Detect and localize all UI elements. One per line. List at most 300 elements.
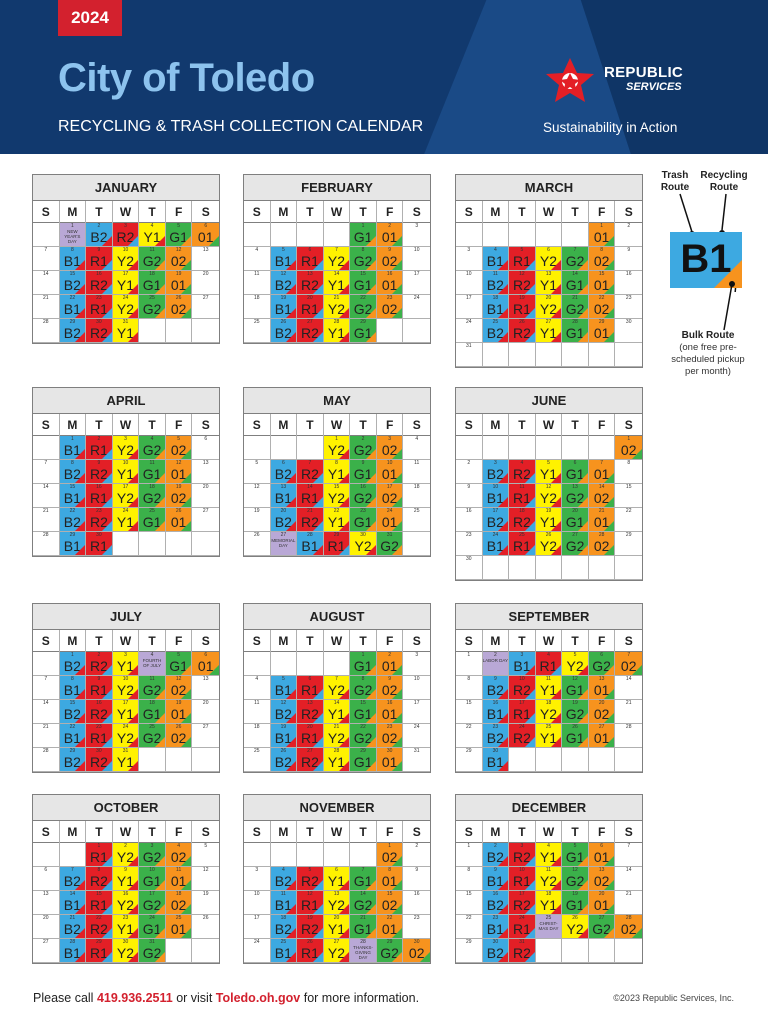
day-cell: [33, 295, 60, 319]
day-cell: [562, 867, 589, 891]
route-label: Y1: [116, 466, 135, 482]
day-cell: [324, 460, 351, 484]
day-cell: [324, 295, 351, 319]
route-corner-triangle-icon: [75, 880, 85, 890]
route-label: Y1: [116, 873, 135, 889]
route-corner-triangle-icon: [313, 928, 323, 938]
weekday-header-row: [456, 630, 642, 652]
day-cell: [166, 271, 193, 295]
day-cell: [403, 271, 430, 295]
route-corner-triangle-icon: [181, 449, 191, 459]
route-label: B1: [486, 873, 504, 889]
footer-mid: or visit: [172, 991, 216, 1005]
day-cell: [562, 724, 589, 748]
day-cell: [536, 556, 563, 580]
day-number: 13: [307, 271, 313, 277]
route-corner-triangle-icon: [392, 856, 402, 866]
route-label: 01: [197, 229, 214, 245]
day-cell: [33, 676, 60, 700]
day-cell: [615, 700, 642, 724]
route-label: G2: [565, 301, 585, 317]
day-number: 17: [149, 891, 155, 897]
day-cell: [271, 319, 298, 343]
day-number: 15: [69, 484, 76, 490]
day-number: 23: [122, 915, 129, 921]
weekday-header: M: [60, 630, 87, 652]
route-corner-triangle-icon: [75, 904, 85, 914]
day-number: 8: [600, 247, 604, 253]
route-label: Y2: [327, 490, 346, 506]
day-cell: [244, 676, 271, 700]
day-cell: [166, 724, 193, 748]
weekday-header: W: [113, 630, 140, 652]
weekday-header: T: [139, 630, 166, 652]
route-corner-triangle-icon: [632, 928, 642, 938]
day-cell: [297, 319, 324, 343]
route-corner-triangle-icon: [366, 332, 376, 342]
day-number: 11: [545, 867, 552, 873]
day-number: 11: [414, 460, 420, 466]
weekday-header: T: [86, 201, 113, 223]
route-corner-triangle-icon: [366, 904, 376, 914]
day-number: 16: [360, 484, 366, 490]
route-corner-triangle-icon: [75, 761, 85, 771]
route-label: R1: [89, 945, 108, 961]
route-label: G1: [353, 325, 373, 341]
route-corner-triangle-icon: [551, 332, 561, 342]
day-cell: [33, 939, 60, 963]
day-cell: [589, 556, 616, 580]
day-cell: [86, 532, 113, 556]
legend-bulk-description: (one free pre-scheduled pickup per month): [671, 342, 745, 377]
day-cell: [86, 724, 113, 748]
day-cell: [33, 247, 60, 271]
day-number: 28: [69, 939, 76, 945]
day-cell: [562, 556, 589, 580]
day-cell: [509, 843, 536, 867]
day-cell: [483, 223, 510, 247]
day-cell: [483, 247, 510, 271]
day-cell: [60, 891, 87, 915]
route-label: 02: [381, 682, 398, 698]
day-cell: [271, 724, 298, 748]
day-number: 14: [307, 484, 313, 490]
route-label: G1: [565, 466, 585, 482]
weekday-header: M: [60, 821, 87, 843]
day-number: 24: [413, 295, 420, 301]
day-cell: [33, 867, 60, 891]
route-corner-triangle-icon: [313, 713, 323, 723]
day-cell: [456, 295, 483, 319]
day-number: 28: [333, 748, 340, 754]
route-label: R2: [89, 873, 108, 889]
weekday-header: M: [60, 414, 87, 436]
day-cell: [324, 867, 351, 891]
day-number: 11: [176, 867, 182, 873]
day-cell: [403, 867, 430, 891]
weekday-header: S: [201, 205, 210, 219]
day-number: 18: [545, 891, 552, 897]
route-corner-triangle-icon: [128, 928, 138, 938]
route-corner-triangle-icon: [128, 332, 138, 342]
route-label: 01: [170, 514, 187, 530]
day-cell: [350, 700, 377, 724]
day-cell: [377, 867, 404, 891]
day-cell: [350, 676, 377, 700]
day-number: 8: [361, 676, 365, 682]
day-number: 18: [254, 724, 260, 730]
day-number: 28: [625, 915, 632, 921]
day-cell: [166, 247, 193, 271]
route-corner-triangle-icon: [551, 689, 561, 699]
route-label: 01: [381, 658, 398, 674]
day-cell: [297, 843, 324, 867]
day-cell: [86, 223, 113, 247]
weekday-header-row: [244, 201, 430, 223]
weekday-header: T: [297, 201, 324, 223]
day-cell: [456, 724, 483, 748]
route-corner-triangle-icon: [75, 449, 85, 459]
route-corner-triangle-icon: [392, 449, 402, 459]
day-cell: [536, 724, 563, 748]
day-cell: [456, 700, 483, 724]
day-number: 28: [360, 939, 366, 945]
day-cell: [350, 223, 377, 247]
day-cell: [589, 343, 616, 367]
route-corner-triangle-icon: [128, 236, 138, 246]
route-corner-triangle-icon: [498, 880, 508, 890]
route-label: 02: [170, 301, 187, 317]
route-corner-triangle-icon: [102, 737, 112, 747]
day-cell: [86, 271, 113, 295]
day-number: 24: [122, 724, 129, 730]
day-number: 7: [600, 460, 604, 466]
weekday-header-row: [33, 414, 219, 436]
route-corner-triangle-icon: [128, 880, 138, 890]
weekday-header: S: [33, 414, 60, 436]
day-cell: [509, 295, 536, 319]
route-label: B2: [274, 754, 292, 770]
route-label: B2: [274, 277, 292, 293]
route-corner-triangle-icon: [313, 952, 323, 962]
page-title: City of Toledo: [58, 56, 315, 100]
day-number: 17: [466, 295, 472, 301]
weekday-header: S: [244, 201, 271, 223]
day-number: 6: [308, 247, 312, 253]
day-cell: [139, 508, 166, 532]
day-number: 23: [386, 295, 393, 301]
route-label: R2: [89, 514, 108, 530]
day-cell: [536, 532, 563, 556]
route-label: 01: [381, 873, 398, 889]
route-label: B1: [513, 658, 531, 674]
day-cell: [483, 700, 510, 724]
day-number: 6: [573, 460, 577, 466]
month-january: [32, 174, 220, 344]
route-label: G1: [353, 229, 373, 245]
route-corner-triangle-icon: [313, 904, 323, 914]
weekday-header: S: [624, 634, 633, 648]
year-badge: 2024: [58, 0, 122, 36]
day-cell: [615, 508, 642, 532]
route-corner-triangle-icon: [128, 308, 138, 318]
day-number: 26: [175, 724, 182, 730]
day-number: 12: [254, 484, 260, 490]
day-number: 18: [149, 484, 155, 490]
day-number: 11: [149, 247, 155, 253]
route-corner-triangle-icon: [339, 497, 349, 507]
route-corner-triangle-icon: [155, 880, 165, 890]
day-number: 22: [598, 295, 605, 301]
route-corner-triangle-icon: [339, 545, 349, 555]
holiday-label: LABOR DAY: [482, 658, 509, 663]
route-label: R1: [300, 730, 319, 746]
route-corner-triangle-icon: [551, 713, 561, 723]
route-corner-triangle-icon: [102, 880, 112, 890]
route-label: B2: [63, 325, 81, 341]
route-label: 02: [170, 253, 187, 269]
day-cell: [60, 867, 87, 891]
route-corner-triangle-icon: [366, 713, 376, 723]
route-label: Y1: [327, 706, 346, 722]
route-label: 01: [593, 897, 610, 913]
route-corner-triangle-icon: [551, 737, 561, 747]
day-number: 13: [307, 700, 313, 706]
day-cell: [536, 508, 563, 532]
day-cell: [139, 460, 166, 484]
route-label: Y2: [116, 253, 135, 269]
day-number: 18: [519, 508, 525, 514]
route-corner-triangle-icon: [339, 449, 349, 459]
day-cell: [509, 939, 536, 963]
day-number: 21: [360, 915, 366, 921]
day-grid: [244, 843, 430, 963]
route-corner-triangle-icon: [604, 497, 614, 507]
phone-link[interactable]: 419.936.2511: [96, 991, 173, 1005]
day-cell: [350, 867, 377, 891]
route-corner-triangle-icon: [286, 713, 296, 723]
day-cell: [562, 460, 589, 484]
route-label: G2: [142, 730, 162, 746]
day-cell: [244, 319, 271, 343]
route-corner-triangle-icon: [181, 236, 191, 246]
route-label: Y1: [539, 730, 558, 746]
day-number: 11: [149, 460, 155, 466]
day-number: 22: [360, 724, 366, 730]
route-label: G2: [565, 706, 585, 722]
day-number: 12: [572, 676, 578, 682]
day-cell: [244, 843, 271, 867]
day-number: 20: [280, 508, 287, 514]
day-number: 7: [573, 247, 577, 253]
day-cell: [297, 295, 324, 319]
route-corner-triangle-icon: [578, 928, 588, 938]
day-cell: [192, 319, 219, 343]
weekday-header: W: [113, 414, 140, 436]
weekday-header: W: [113, 821, 140, 843]
day-cell: [562, 319, 589, 343]
route-corner-triangle-icon: [551, 904, 561, 914]
route-corner-triangle-icon: [313, 497, 323, 507]
day-number: 21: [333, 295, 340, 301]
day-cell: [456, 748, 483, 772]
day-cell: [562, 436, 589, 460]
day-cell: [166, 915, 193, 939]
weekday-header: F: [377, 630, 404, 652]
day-cell: [615, 843, 642, 867]
weekday-header-row: [456, 201, 642, 223]
day-cell: [377, 724, 404, 748]
route-label: Y1: [327, 514, 346, 530]
day-number: 4: [177, 843, 181, 849]
route-label: 01: [381, 514, 398, 530]
day-number: 4: [255, 247, 259, 253]
day-number: 5: [281, 247, 285, 253]
route-label: G2: [353, 730, 373, 746]
route-corner-triangle-icon: [128, 713, 138, 723]
day-number: 3: [124, 652, 127, 658]
weekday-header: T: [350, 201, 377, 223]
day-cell: [244, 724, 271, 748]
day-cell: [192, 748, 219, 772]
day-cell: [377, 271, 404, 295]
day-number: 6: [44, 867, 48, 873]
day-cell: [166, 867, 193, 891]
route-corner-triangle-icon: [392, 761, 402, 771]
day-cell: [113, 939, 140, 963]
route-corner-triangle-icon: [128, 761, 138, 771]
route-label: Y2: [539, 538, 558, 554]
route-label: B1: [274, 253, 292, 269]
day-number: 24: [466, 319, 472, 325]
route-corner-triangle-icon: [392, 497, 402, 507]
route-label: G1: [565, 730, 585, 746]
day-number: 20: [598, 891, 605, 897]
weekday-header: M: [483, 201, 510, 223]
day-number: 12: [545, 484, 552, 490]
legend-recycling-label: Recycling Route: [700, 170, 748, 193]
day-number: 10: [122, 460, 129, 466]
day-cell: [536, 436, 563, 460]
month-august: [243, 603, 431, 773]
website-link[interactable]: Toledo.oh.gov: [215, 991, 301, 1005]
route-corner-triangle-icon: [498, 521, 508, 531]
route-corner-triangle-icon: [102, 521, 112, 531]
day-cell: [509, 867, 536, 891]
day-cell: [192, 867, 219, 891]
day-number: 19: [307, 915, 313, 921]
day-cell: [60, 532, 87, 556]
day-cell: [377, 939, 404, 963]
route-label: B1: [274, 730, 292, 746]
day-number: 25: [492, 319, 499, 325]
weekday-header: T: [86, 821, 113, 843]
route-label: Y1: [327, 277, 346, 293]
route-corner-triangle-icon: [155, 260, 165, 270]
route-label: 01: [593, 849, 610, 865]
route-corner-triangle-icon: [551, 856, 561, 866]
day-cell: [86, 319, 113, 343]
day-number: 20: [307, 724, 313, 730]
day-number: 3: [415, 223, 419, 229]
day-grid: [33, 652, 219, 772]
route-label: Y1: [116, 325, 135, 341]
weekday-header-row: [33, 821, 219, 843]
route-label: 01: [170, 873, 187, 889]
weekday-header: S: [201, 634, 210, 648]
day-cell: [86, 484, 113, 508]
route-corner-triangle-icon: [339, 689, 349, 699]
day-number: 29: [333, 532, 340, 538]
day-number: 13: [572, 484, 578, 490]
day-cell: [271, 460, 298, 484]
route-label: R2: [300, 706, 319, 722]
day-number: 7: [335, 676, 338, 682]
day-cell: [271, 484, 298, 508]
route-label: Y2: [566, 658, 584, 674]
day-number: 7: [627, 652, 631, 658]
day-number: 19: [519, 295, 525, 301]
day-cell: [166, 652, 193, 676]
day-cell: [113, 891, 140, 915]
day-number: 24: [122, 508, 129, 514]
day-cell: [33, 891, 60, 915]
route-corner-triangle-icon: [578, 545, 588, 555]
day-number: 30: [96, 319, 102, 325]
day-number: 1: [361, 652, 365, 658]
day-cell: [166, 484, 193, 508]
legend-trash-label: Trash Route: [660, 170, 690, 193]
route-corner-triangle-icon: [498, 713, 508, 723]
route-corner-triangle-icon: [313, 473, 323, 483]
route-label: B1: [274, 682, 292, 698]
route-corner-triangle-icon: [392, 952, 402, 962]
route-corner-triangle-icon: [155, 497, 165, 507]
day-cell: [60, 508, 87, 532]
day-cell: [60, 915, 87, 939]
day-number: 29: [96, 939, 102, 945]
day-cell: [509, 436, 536, 460]
route-corner-triangle-icon: [392, 236, 402, 246]
route-label: G1: [353, 466, 373, 482]
day-cell: [139, 652, 166, 676]
route-corner-triangle-icon: [181, 260, 191, 270]
route-label: R1: [512, 490, 531, 506]
day-cell: [536, 891, 563, 915]
route-corner-triangle-icon: [339, 308, 349, 318]
route-label: G1: [565, 897, 585, 913]
day-cell: [192, 460, 219, 484]
route-label: Y2: [327, 897, 346, 913]
day-cell: [350, 508, 377, 532]
route-corner-triangle-icon: [551, 665, 561, 675]
route-label: G1: [565, 682, 585, 698]
day-cell: [192, 891, 219, 915]
day-number: 18: [254, 295, 260, 301]
day-number: 20: [307, 295, 313, 301]
day-number: 12: [572, 867, 578, 873]
day-number: 5: [547, 460, 550, 466]
route-label: B1: [63, 301, 81, 317]
weekday-header: W: [536, 201, 563, 223]
route-label: 01: [170, 921, 187, 937]
weekday-header: S: [412, 205, 421, 219]
day-cell: [456, 436, 483, 460]
route-corner-triangle-icon: [392, 260, 402, 270]
route-corner-triangle-icon: [525, 308, 535, 318]
route-label: 02: [593, 873, 610, 889]
day-number: 1: [70, 652, 74, 658]
